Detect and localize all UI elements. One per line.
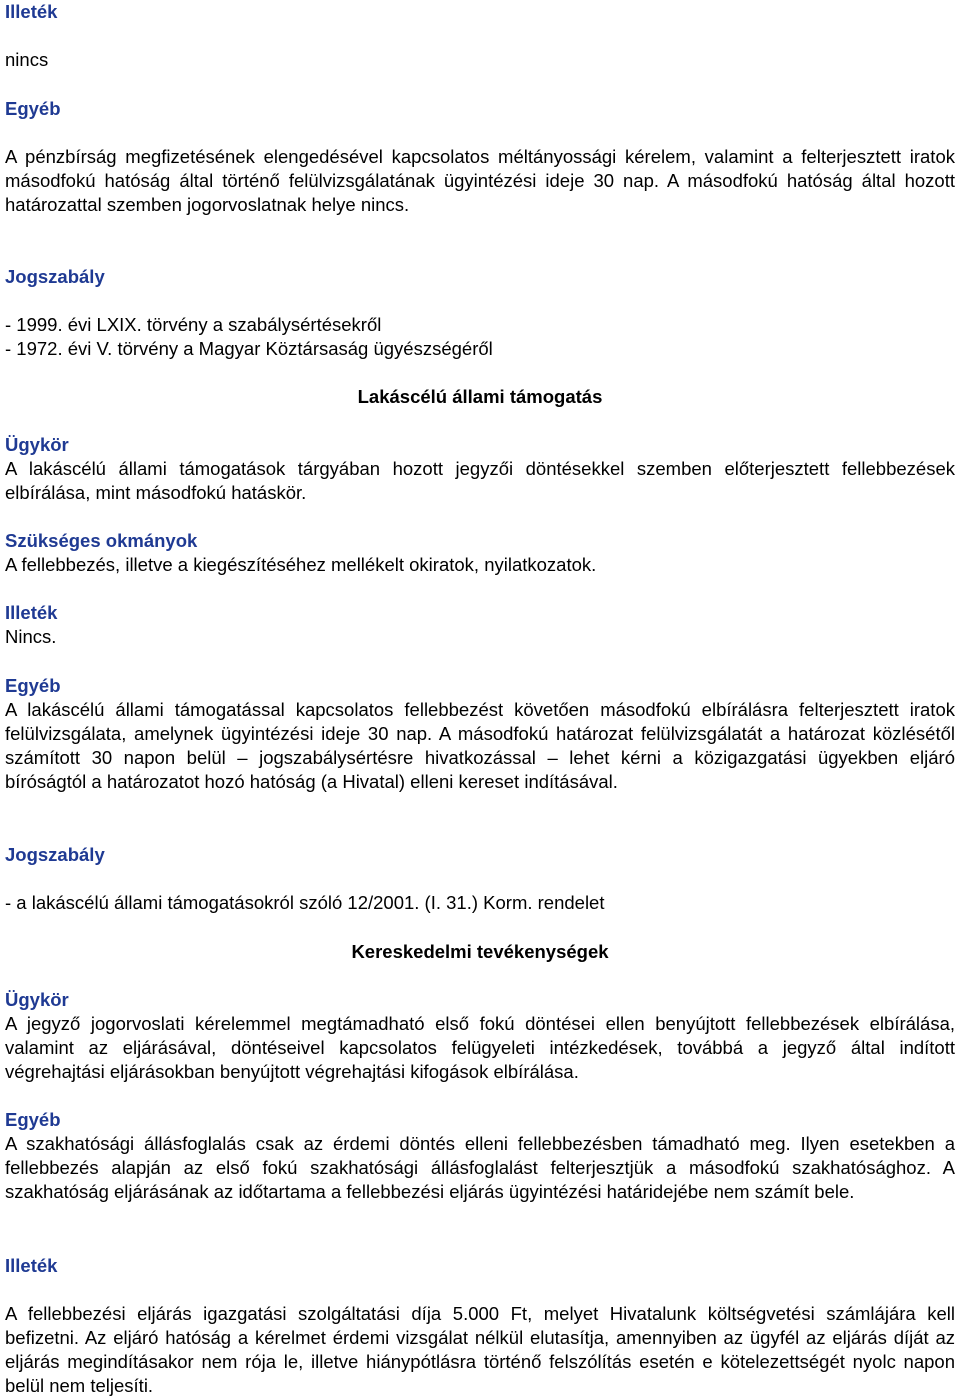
text-illetek-3: A fellebbezési eljárás igazgatási szolgáltatási díja 5.000 Ft, melyet Hivatalunk költségvetési számlájára kell befizetni. Az eljáró hatóság a kérelmet érdemi vizsgálat nélkül elutasítja, amennyiben az ügyfél az eljárás díját az eljárás megindításakor nem rója le, illetve hiánypótlásra történő felszólítás esetén e kötelezettségét nyolc napon belül nem teljesíti.	[5, 1303, 955, 1396]
heading-ugykor-3: Ügykör	[5, 989, 69, 1010]
heading-egyeb-1: Egyéb	[5, 98, 61, 119]
heading-illetek-2: Illeték	[5, 602, 58, 623]
text-egyeb-2: A lakáscélú állami támogatással kapcsolatos fellebbezést követően másodfokú elbírálásra felterjesztett iratok felülvizsgálata, amelynek ügyintézési ideje 30 nap. A másodfokú határozat felülvizsgálatát a határozat közlésétől számított 30 napon belül – jogszabálysértésre hivatkozással – lehet kérni a közigazgatási ügyekben eljáró bíróságtól a határozatot hozó hatóság (a Hivatal) elleni kereset indításával.	[5, 699, 955, 792]
text-ugykor-2: A lakáscélú állami támogatások tárgyában hozott jegyzői döntésekkel szemben előterjesztett fellebbezések elbírálása, mint másodfokú hatáskör.	[5, 458, 955, 503]
section-title-lakascelu: Lakáscélú állami támogatás	[357, 386, 603, 407]
heading-egyeb-3: Egyéb	[5, 1109, 61, 1130]
text-egyeb-3: A szakhatósági állásfoglalás csak az érdemi döntés elleni fellebbezésben támadható meg. Ilyen esetekben a fellebbezés alapján az első fokú szakhatósági állásfoglalást felterjesztjük a másodfokú szakhatósághoz. A szakhatóság eljárásának az időtartama a fellebbezési eljárás ügyintézési határidejébe nem számít bele.	[5, 1133, 955, 1202]
text-illetek-2: Nincs.	[5, 626, 57, 647]
section-title-kereskedelmi-text: Kereskedelmi tevékenységek	[351, 941, 609, 962]
text-illetek-1: nincs	[5, 49, 49, 70]
heading-ugykor-2: Ügykör	[5, 434, 69, 455]
jogszabaly-item-3: - a lakáscélú állami támogatásokról szóló 12/2001. (I. 31.) Korm. rendelet	[5, 892, 605, 913]
jogszabaly-item-1: - 1999. évi LXIX. törvény a szabálysértésekről	[5, 314, 382, 335]
heading-egyeb-2: Egyéb	[5, 675, 61, 696]
heading-illetek-1: Illeték	[5, 1, 58, 22]
section-title-kereskedelmi	[5, 940, 955, 964]
heading-jogszabaly-2: Jogszabály	[5, 844, 105, 865]
heading-illetek-3: Illeték	[5, 1255, 58, 1276]
text-okmanyok-2: A fellebbezés, illetve a kiegészítéséhez mellékelt okiratok, nyilatkozatok.	[5, 554, 597, 575]
heading-jogszabaly-1: Jogszabály	[5, 266, 105, 287]
text-ugykor-3: A jegyző jogorvoslati kérelemmel megtámadható első fokú döntései ellen benyújtott fellebbezések elbírálása, valamint az eljárásával, döntéseivel kapcsolatos felügyeleti intézkedések, továbbá a jegyző által indított végrehajtási eljárásokban benyújtott végrehajtási kifogások elbírálása.	[5, 1013, 955, 1082]
heading-okmanyok-2: Szükséges okmányok	[5, 530, 198, 551]
jogszabaly-item-2: - 1972. évi V. törvény a Magyar Köztársaság ügyészségéről	[5, 338, 493, 359]
text-egyeb-1: A pénzbírság megfizetésének elengedésével kapcsolatos méltányossági kérelem, valamint a felterjesztett iratok másodfokú hatóság által történő felülvizsgálatának ügyintézési ideje 30 nap. A másodfokú hatóság által hozott határozattal szemben jogorvoslatnak helye nincs.	[5, 146, 955, 215]
